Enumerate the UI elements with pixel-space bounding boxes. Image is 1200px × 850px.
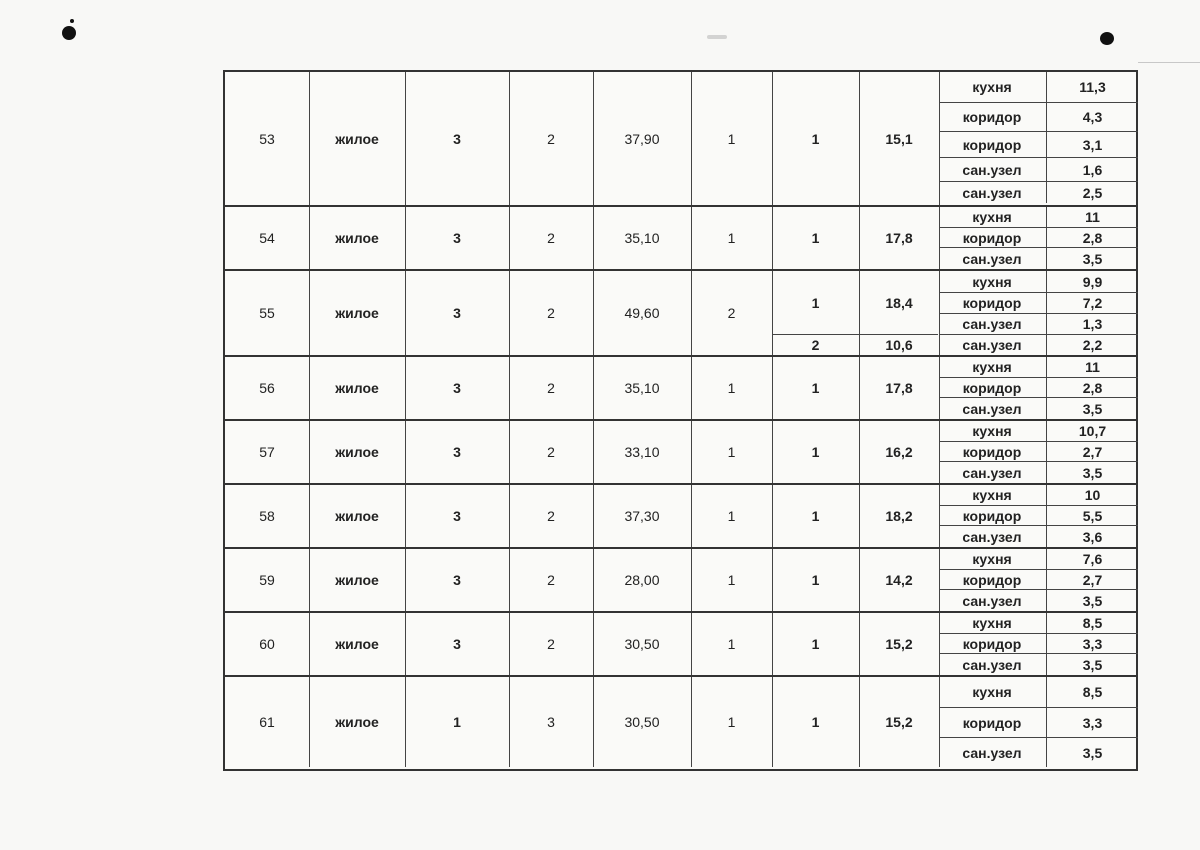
aux-room-name: кухня (972, 359, 1012, 375)
total-area: 30,50 (624, 714, 660, 730)
table-row (225, 611, 1136, 675)
aux-room-row (939, 102, 1138, 131)
aux-room-row (939, 505, 1138, 525)
aux-room-name: кухня (972, 615, 1012, 631)
total-area: 37,90 (624, 130, 660, 147)
aux-room-row (939, 485, 1138, 505)
table-row (225, 205, 1136, 269)
column-3-value: 3 (453, 130, 461, 147)
aux-room-area: 3,1 (1046, 132, 1138, 157)
aux-room-row (939, 525, 1138, 547)
room-number: 1 (811, 714, 820, 730)
aux-room-name: кухня (972, 209, 1012, 225)
apartment-type: жилое (335, 444, 379, 460)
aux-room-area: 2,2 (1046, 335, 1138, 355)
total-area: 28,00 (624, 572, 660, 588)
aux-room-row (939, 421, 1138, 441)
room-area: 15,1 (885, 130, 913, 147)
column-3-value: 3 (453, 305, 461, 321)
apartment-number: 58 (259, 508, 275, 524)
room-number: 1 (811, 636, 820, 652)
aux-room-area: 3,5 (1046, 398, 1138, 419)
room-number: 1 (811, 130, 820, 147)
room-number: 2 (811, 336, 820, 353)
table-row (225, 72, 1136, 205)
aux-room-name: сан.узел (962, 161, 1022, 178)
aux-room-name: кухня (972, 684, 1012, 700)
apartment-type: жилое (335, 508, 379, 524)
aux-room-area: 1,6 (1046, 158, 1138, 181)
aux-room-name: коридор (962, 714, 1022, 731)
apartment-type: жилое (335, 714, 379, 730)
apartment-number: 61 (259, 714, 275, 730)
table-row (225, 483, 1136, 547)
aux-room-row (939, 633, 1138, 653)
aux-room-name: сан.узел (962, 464, 1022, 481)
aux-room-area: 11 (1046, 207, 1138, 227)
aux-room-row (939, 441, 1138, 461)
aux-room-name: коридор (962, 229, 1022, 246)
ink-blot (62, 26, 76, 40)
aux-room-row (939, 677, 1138, 707)
total-area: 35,10 (624, 230, 660, 246)
aux-room-row (939, 131, 1138, 157)
aux-room-area: 8,5 (1046, 677, 1138, 707)
column-3-value: 3 (453, 444, 461, 460)
aux-room-name: коридор (962, 379, 1022, 396)
aux-room-row (939, 227, 1138, 247)
column-4-value: 2 (547, 572, 555, 588)
column-3-value: 3 (453, 636, 461, 652)
aux-room-name: кухня (972, 551, 1012, 567)
aux-room-row (939, 247, 1138, 269)
table-row (225, 419, 1136, 483)
apartment-number: 57 (259, 444, 275, 460)
apartment-type: жилое (335, 305, 379, 321)
aux-room-name: сан.узел (962, 744, 1022, 761)
table-row (225, 269, 1136, 355)
aux-room-name: коридор (962, 635, 1022, 652)
aux-room-area: 2,8 (1046, 378, 1138, 397)
room-number: 1 (811, 572, 820, 588)
apartment-type: жилое (335, 572, 379, 588)
column-3-value: 3 (453, 380, 461, 396)
aux-room-area: 3,5 (1046, 654, 1138, 675)
aux-room-area: 3,5 (1046, 590, 1138, 611)
table-row (225, 675, 1136, 767)
aux-room-name: коридор (962, 109, 1022, 125)
total-area: 49,60 (624, 305, 660, 321)
room-number: 1 (811, 230, 820, 246)
apartment-number: 60 (259, 636, 275, 652)
total-area: 37,30 (624, 508, 660, 524)
aux-room-area: 8,5 (1046, 613, 1138, 633)
aux-room-area: 7,6 (1046, 549, 1138, 569)
aux-room-area: 3,6 (1046, 526, 1138, 547)
total-area: 30,50 (624, 636, 660, 652)
aux-room-area: 2,8 (1046, 228, 1138, 247)
aux-room-name: кухня (972, 487, 1012, 503)
room-count: 1 (727, 444, 736, 460)
column-4-value: 2 (547, 636, 555, 652)
room-count: 2 (727, 305, 736, 321)
room-area: 15,2 (885, 714, 913, 730)
aux-room-row (939, 357, 1138, 377)
room-area: 10,6 (885, 336, 913, 353)
aux-room-name: сан.узел (962, 528, 1022, 545)
aux-room-row (939, 653, 1138, 675)
aux-room-row (939, 334, 1138, 355)
aux-room-row (939, 292, 1138, 313)
room-number: 1 (811, 294, 820, 311)
room-count: 1 (727, 714, 736, 730)
apartment-type: жилое (335, 636, 379, 652)
table-row (225, 355, 1136, 419)
room-count: 1 (727, 636, 736, 652)
aux-room-name: кухня (972, 79, 1012, 95)
column-4-value: 2 (547, 508, 555, 524)
room-area: 18,2 (885, 508, 913, 524)
ink-blot (1100, 32, 1114, 45)
aux-room-area: 3,5 (1046, 738, 1138, 767)
aux-room-row (939, 397, 1138, 419)
aux-room-row (939, 549, 1138, 569)
aux-room-name: сан.узел (962, 592, 1022, 609)
aux-room-area: 7,2 (1046, 293, 1138, 313)
aux-room-area: 5,5 (1046, 506, 1138, 525)
apartment-type: жилое (335, 130, 379, 147)
apartment-type: жилое (335, 230, 379, 246)
aux-room-row (939, 461, 1138, 483)
aux-room-area: 3,5 (1046, 462, 1138, 483)
column-3-value: 3 (453, 230, 461, 246)
column-3-value: 1 (453, 714, 461, 730)
aux-room-name: сан.узел (962, 184, 1022, 201)
aux-room-area: 3,3 (1046, 634, 1138, 653)
room-count: 1 (727, 572, 736, 588)
table-row (225, 547, 1136, 611)
aux-room-row (939, 589, 1138, 611)
room-area: 17,8 (885, 230, 913, 246)
aux-room-name: сан.узел (962, 250, 1022, 267)
total-area: 33,10 (624, 444, 660, 460)
apartment-type: жилое (335, 380, 379, 396)
page-edge-line (1138, 62, 1200, 63)
column-4-value: 3 (547, 714, 555, 730)
room-count: 1 (727, 508, 736, 524)
aux-room-row (939, 613, 1138, 633)
aux-room-area: 2,7 (1046, 570, 1138, 589)
aux-room-row (939, 207, 1138, 227)
apartment-number: 55 (259, 305, 275, 321)
room-area: 18,4 (885, 294, 913, 311)
column-4-value: 2 (547, 130, 555, 147)
aux-room-area: 3,3 (1046, 708, 1138, 737)
aux-room-row (939, 737, 1138, 767)
aux-room-name: коридор (962, 295, 1022, 311)
room-count: 1 (727, 380, 736, 396)
room-area: 16,2 (885, 444, 913, 460)
aux-room-row (939, 569, 1138, 589)
room-count: 1 (727, 130, 736, 147)
column-4-value: 2 (547, 380, 555, 396)
aux-room-name: сан.узел (962, 337, 1022, 353)
aux-room-name: коридор (962, 443, 1022, 460)
aux-room-area: 10,7 (1046, 421, 1138, 441)
aux-room-area: 2,5 (1046, 182, 1138, 203)
scan-smudge (707, 35, 727, 39)
aux-room-name: кухня (972, 273, 1012, 290)
aux-room-area: 1,3 (1046, 314, 1138, 334)
aux-room-area: 11 (1046, 357, 1138, 377)
total-area: 35,10 (624, 380, 660, 396)
ink-speck (70, 19, 74, 23)
aux-room-area: 3,5 (1046, 248, 1138, 269)
column-4-value: 2 (547, 305, 555, 321)
apartment-table (223, 70, 1138, 771)
aux-room-name: коридор (962, 507, 1022, 524)
room-area: 17,8 (885, 380, 913, 396)
aux-room-row (939, 707, 1138, 737)
aux-room-area: 2,7 (1046, 442, 1138, 461)
column-4-value: 2 (547, 444, 555, 460)
aux-room-name: сан.узел (962, 400, 1022, 417)
aux-room-name: кухня (972, 423, 1012, 439)
column-3-value: 3 (453, 572, 461, 588)
aux-room-name: сан.узел (962, 656, 1022, 673)
room-area: 14,2 (885, 572, 913, 588)
aux-room-row (939, 377, 1138, 397)
aux-room-name: сан.узел (962, 316, 1022, 332)
aux-room-row (939, 271, 1138, 292)
aux-room-area: 4,3 (1046, 103, 1138, 131)
room-number: 1 (811, 380, 820, 396)
room-area: 15,2 (885, 636, 913, 652)
room-count: 1 (727, 230, 736, 246)
aux-room-name: коридор (962, 571, 1022, 588)
aux-room-area: 10 (1046, 485, 1138, 505)
aux-room-row (939, 157, 1138, 181)
aux-room-name: коридор (962, 136, 1022, 153)
apartment-number: 56 (259, 380, 275, 396)
aux-room-row (939, 181, 1138, 203)
apartment-number: 59 (259, 572, 275, 588)
apartment-number: 54 (259, 230, 275, 246)
aux-room-row (939, 313, 1138, 334)
subrow-divider (772, 334, 938, 335)
aux-room-row (939, 72, 1138, 102)
room-number: 1 (811, 444, 820, 460)
column-4-value: 2 (547, 230, 555, 246)
apartment-number: 53 (259, 130, 275, 147)
column-3-value: 3 (453, 508, 461, 524)
aux-room-area: 9,9 (1046, 271, 1138, 292)
room-number: 1 (811, 508, 820, 524)
aux-room-area: 11,3 (1046, 72, 1138, 102)
